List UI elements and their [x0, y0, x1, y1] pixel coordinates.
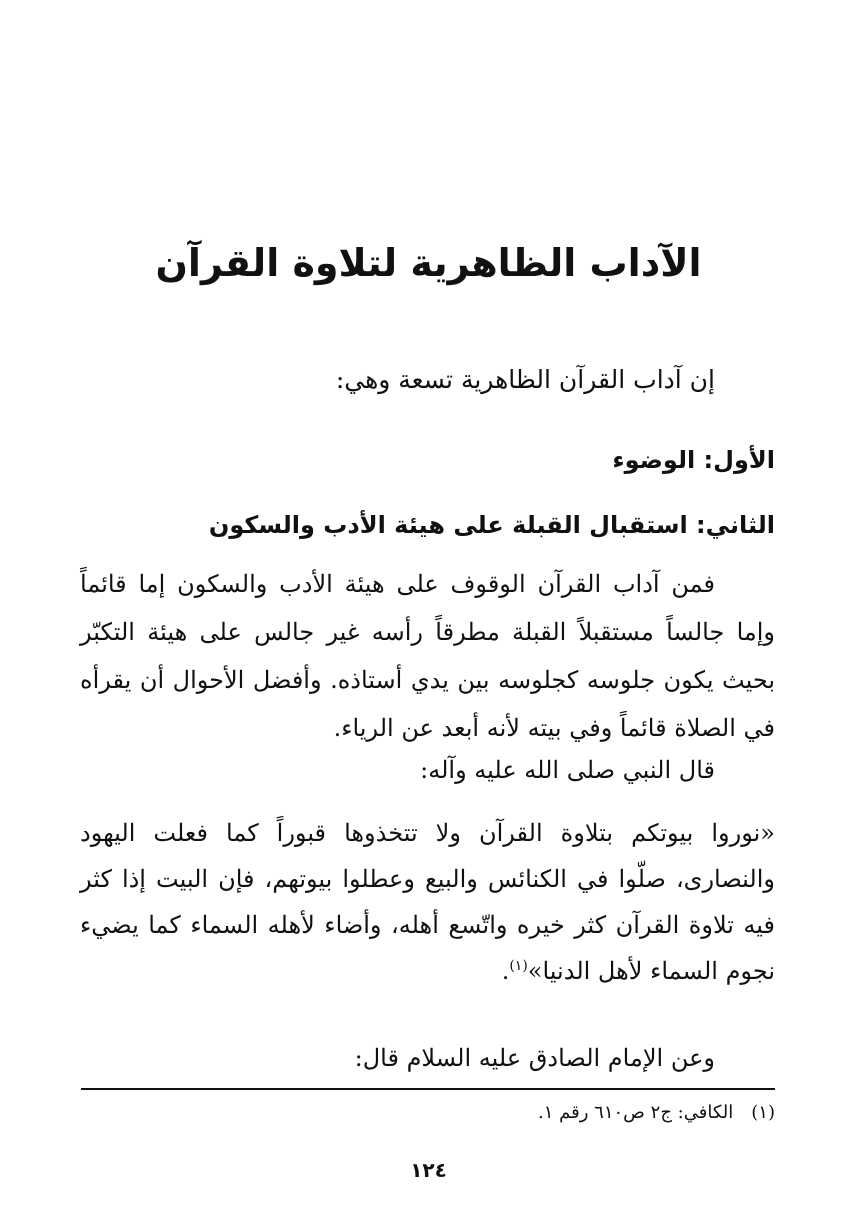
imam-said-line: وعن الإمام الصادق عليه السلام قال:	[354, 1044, 715, 1072]
hadith-end: .	[501, 957, 510, 985]
page-title: الآداب الظاهرية لتلاوة القرآن	[155, 241, 702, 285]
footnote-text: الكافي: ج٢ ص٦١٠ رقم ١.	[538, 1102, 734, 1123]
prophet-said-line: قال النبي صلى الله عليه وآله:	[420, 756, 715, 784]
hadith-quote	[80, 810, 775, 994]
hadith-text: «نوروا بيوتكم بتلاوة القرآن ولا تتخذوها قبوراً كما فعلت اليهود والنصارى، صلّوا في الكنائس والبيع وعطلوا بيوتهم، فإن البيت إذا كثر فيه تلاوة القرآن كثر خيره واتّسع أهله، وأضاء لأهله السماء كما يضيء نجوم السماء لأهل الدنيا»	[80, 819, 775, 985]
footnote-reference: (١)	[509, 958, 528, 974]
heading-second-etiquette: الثاني: استقبال القبلة على هيئة الأدب والسكون	[208, 511, 775, 539]
footnote-number: (١)	[751, 1102, 775, 1123]
intro-sentence: إن آداب القرآن الظاهرية تسعة وهي:	[335, 365, 715, 394]
footnote	[81, 1096, 775, 1130]
body-paragraph: فمن آداب القرآن الوقوف على هيئة الأدب والسكون إما قائماً وإما جالساً مستقبلاً القبلة مطرقاً رأسه غير جالس على هيئة التكبّر بحيث يكون جلوسه كجلوسه بين يدي أستاذه. وأفضل الأحوال أن يقرأه في الصلاة قائماً وفي بيته لأنه أبعد عن الرياء.	[80, 570, 775, 742]
footnote-divider	[81, 1088, 775, 1090]
heading-first-etiquette: الأول: الوضوء	[612, 446, 775, 474]
page-number: ١٢٤	[410, 1158, 447, 1182]
